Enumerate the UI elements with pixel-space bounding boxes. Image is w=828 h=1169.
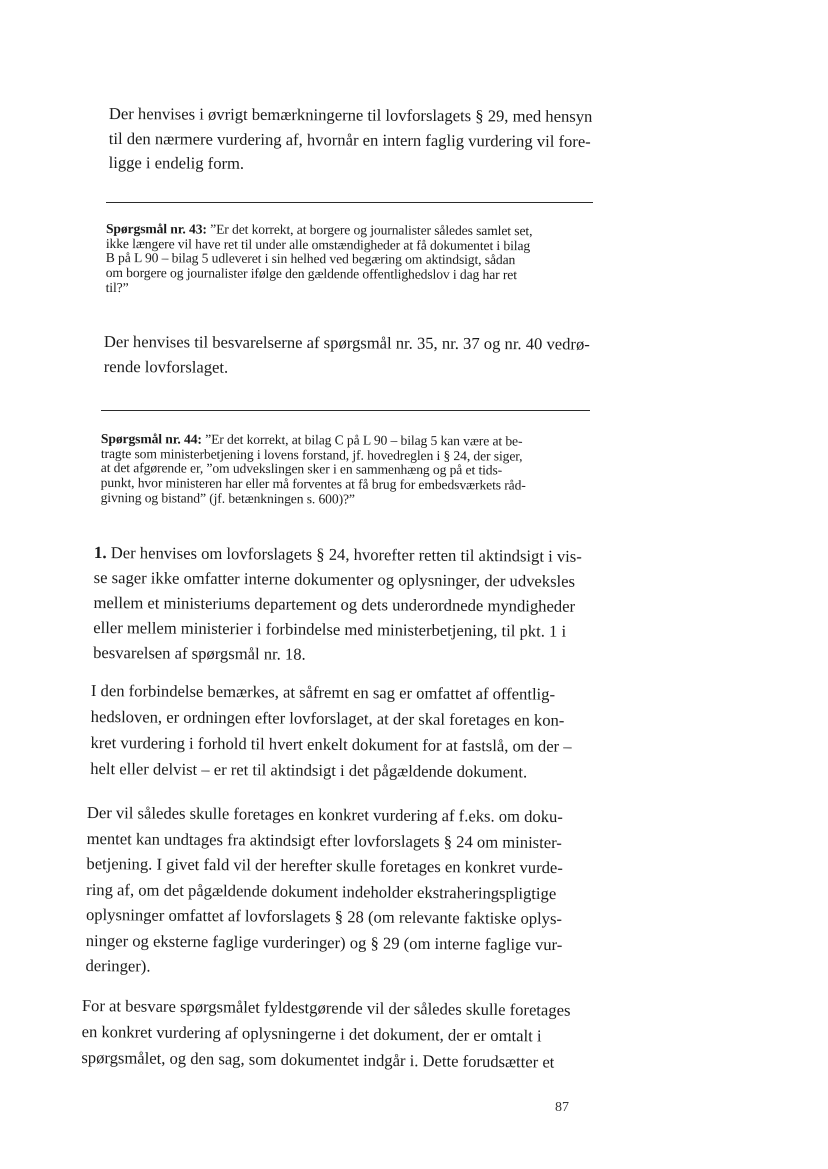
text-line: til den nærmere vurdering af, hvornår en intern faglig vurdering vil fore- bbox=[108, 128, 591, 151]
text-line: spørgsmålet, og den sag, som dokumentet indgår i. Dette forudsætter et bbox=[81, 1047, 555, 1072]
answer-44-paragraph-3 bbox=[85, 800, 580, 983]
answer-44-paragraph-1 bbox=[93, 540, 585, 669]
question-44-text: ”Er det korrekt, at bilag C på L 90 – bilag 5 kan være at be- bbox=[201, 431, 523, 449]
text-line: B på L 90 – bilag 5 udleveret i sin helhed ved begæring om aktindsigt, sådan bbox=[105, 250, 516, 268]
text-line: at det afgørende er, ”om udvekslingen sker i en sammenhæng og på et tids- bbox=[100, 460, 503, 478]
text-line: rende lovforslaget. bbox=[103, 356, 229, 377]
page-number: 87 bbox=[555, 1100, 569, 1115]
answer-43 bbox=[104, 330, 590, 382]
text-line: til?” bbox=[105, 279, 129, 295]
text-line: ring af, om det pågældende dokument indeholder ekstraheringspligtige bbox=[86, 879, 557, 903]
section-divider bbox=[101, 410, 590, 411]
text-line: en konkret vurdering af oplysningerne i det dokument, der er omtalt i bbox=[81, 1021, 542, 1046]
text-line: mentet kan undtages fra aktindsigt efter lovforslagets § 24 om minister- bbox=[86, 828, 562, 852]
question-44 bbox=[101, 432, 589, 508]
text-line: betjening. I givet fald vil der herefter skulle foretages en konkret vurde- bbox=[86, 853, 563, 878]
text-line: punkt, hvor ministeren har eller må forventes at få brug for embedsværkets råd- bbox=[100, 475, 526, 493]
text-line: oplysninger omfattet af lovforslagets § 28 (om relevante faktiske oplys- bbox=[85, 904, 563, 929]
text-line: kret vurdering i forhold til hvert enkelt dokument for at fastslå, om der – bbox=[90, 732, 572, 756]
text-line: mellem et ministeriums departement og dets underordnede myndigheder bbox=[93, 592, 576, 616]
answer-44-paragraph-4 bbox=[81, 993, 576, 1076]
question-44-label: Spørgsmål nr. 44: bbox=[100, 431, 202, 447]
text-line: hedsloven, er ordningen efter lovforslaget, at der skal foretages en kon- bbox=[90, 706, 565, 730]
question-43-label: Spørgsmål nr. 43: bbox=[105, 221, 207, 237]
question-43 bbox=[106, 222, 592, 298]
text-line: Der henvises til besvarelserne af spørgsmål nr. 35, nr. 37 og nr. 40 vedrø- bbox=[103, 331, 590, 354]
text-line: tragte som ministerbetjening i lovens forstand, jf. hovedreglen i § 24, der siger, bbox=[100, 445, 523, 464]
text-line: givning og bistand” (jf. betænkningen s. 600)?” bbox=[100, 489, 355, 507]
answer-number: 1. bbox=[93, 542, 107, 563]
text-line: Der henvises om lovforslagets § 24, hvorefter retten til aktindsigt i vis- bbox=[106, 543, 582, 566]
question-43-text: ”Er det korrekt, at borgere og journalister således samlet set, bbox=[206, 221, 533, 239]
text-line: se sager ikke omfatter interne dokumenter og oplysninger, der udveksles bbox=[93, 567, 576, 591]
text-line: ligge i endelig form. bbox=[108, 152, 245, 173]
text-line: I den forbindelse bemærkes, at såfremt en sag er omfattet af offentlig- bbox=[90, 680, 556, 704]
text-line: For at besvare spørgsmålet fyldestgørende vil der således skulle foretages bbox=[81, 995, 571, 1020]
text-line: ninger og eksterne faglige vurderinger) og § 29 (om interne faglige vur- bbox=[85, 930, 563, 954]
answer-44-paragraph-2 bbox=[90, 678, 583, 786]
text-line: eller mellem ministerier i forbindelse med ministerbetjening, til pkt. 1 i bbox=[93, 617, 567, 641]
text-line: Der vil således skulle foretages en konkret vurdering af f.eks. om doku- bbox=[86, 802, 563, 827]
intro-paragraph bbox=[109, 102, 596, 178]
text-line: deringer). bbox=[85, 955, 151, 976]
text-line: helt eller delvist – er ret til aktindsigt i det pågældende dokument. bbox=[90, 758, 528, 782]
text-line: Der henvises i øvrigt bemærkningerne til lovforslagets § 29, med hensyn bbox=[108, 103, 593, 126]
text-line: om borgere og journalister ifølge den gældende offentlighedslov i dag har ret bbox=[105, 265, 517, 283]
text-line: besvarelsen af spørgsmål nr. 18. bbox=[93, 642, 306, 664]
section-divider bbox=[106, 202, 593, 203]
text-line: ikke længere vil have ret til under alle omstændigheder at få dokumentet i bilag bbox=[105, 235, 531, 253]
